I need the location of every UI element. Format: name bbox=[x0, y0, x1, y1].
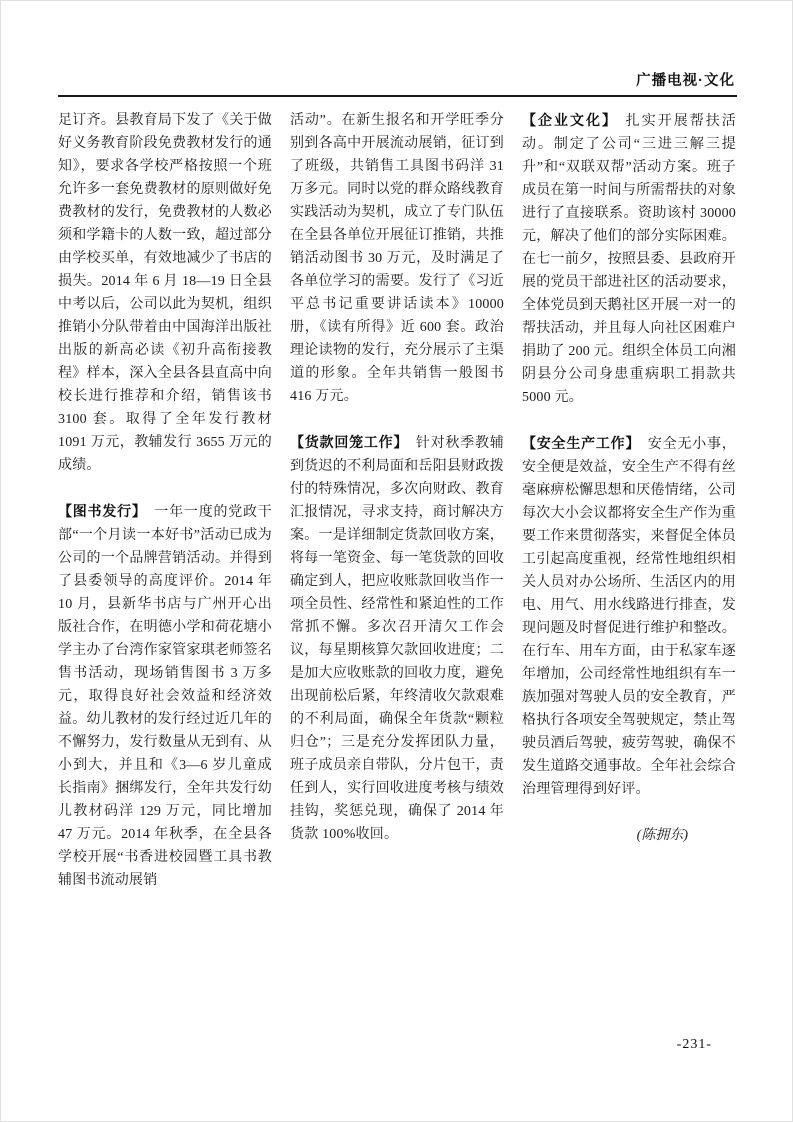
page-number: -231- bbox=[676, 1037, 712, 1052]
section-heading: 【安全生产工作】 bbox=[522, 435, 641, 451]
header-rule bbox=[58, 95, 737, 97]
article-columns bbox=[58, 109, 738, 892]
section-text: 活动”。在新生报名和开学旺季分别到各高中开展流动展销，征订到了班级，共销售工具图书码洋 31 万多元。同时以党的群众路线教育实践活动为契机，成立了专门队伍在全县各单位开展征订推销，共推销活动图书 30 万元，及时满足了各单位学习的需要。发行了《习近平总书记重要讲话读本》10000 册，《读有所得》近 600 套。政治理论读物的发行，充分展示了主渠道的形象。全年共销售一般图书 416 万元。 bbox=[290, 113, 504, 404]
section-text: 针对秋季教辅到货迟的不利局面和岳阳县财政拨付的特殊情况，多次向财政、教育汇报情况，寻求支持，商讨解决方案。一是详细制定货款回收方案，将每一笔资金、每一笔货款的回收确定到人，把应收账款回收当作一项全员性、经常性和紧迫性的工作常抓不懈。多次召开清欠工作会议，每星期核算欠款回收进度；二是加大应收账款的回收力度，避免出现前松后紧，年终清收欠款艰难的不利局面，确保全年货款“颗粒归仓”；三是充分发挥团队力量，班子成员亲自带队，分片包干，责任到人，实行回收进度考核与绩效挂钩，奖惩兑现，确保了 2014 年货款 100%收回。 bbox=[290, 436, 504, 842]
section-heading: 【企业文化】 bbox=[522, 112, 619, 128]
column-3 bbox=[522, 109, 736, 892]
page-header-category: 广播电视·文化 bbox=[636, 73, 735, 89]
section-text: 一年一度的党政干部“一个月读一本好书”活动已成为公司的一个品牌营销活动。并得到了县委领导的高度评价。2014 年 10 月，县新华书店与广州开心出版社合作，在明德小学和荷花塘小学主办了台湾作家管家琪老师签名售书活动，现场销售图书 3 万多元，取得良好社会效益和经济效益。幼儿教材的发行经过近几年的不懈努力，发行数量从无到有、从小到大，并且和《3—6 岁儿童成长指南》捆绑发行，全年共发行幼儿教材码洋 129 万元，同比增加 47 万元。2014 年秋季，在全县各学校开展“书香进校园暨工具书教辅图书流动展销 bbox=[58, 505, 272, 888]
paragraph-corporate-culture bbox=[522, 109, 736, 409]
paragraph-continuation bbox=[58, 109, 272, 477]
section-text: 安全无小事，安全便是效益，安全生产不得有丝毫麻痹松懈思想和厌倦情绪，公司每次大小会议都将安全生产作为重要工作来贯彻落实，来督促全体员工引起高度重视，经常性地组织相关人员对办公场所、生活区内的用电、用气、用水线路进行排查，发现问题及时督促进行维护和整改。在行车、用车方面，由于私家车逐年增加，公司经常性地组织有车一族加强对驾驶人员的安全教育，严格执行各项安全驾驶规定，禁止驾驶员酒后驾驶，疲劳驾驶，确保不发生道路交通事故。全年社会综合治理管理得到好评。 bbox=[522, 437, 736, 797]
paragraph-book-distribution bbox=[58, 500, 272, 892]
section-heading: 【图书发行】 bbox=[58, 503, 147, 519]
column-2 bbox=[290, 109, 504, 892]
author-attribution: (陈拥东) bbox=[636, 828, 688, 843]
paragraph-production-safety bbox=[522, 432, 736, 801]
section-text: 足订齐。县教育局下发了《关于做好义务教育阶段免费教材发行的通知》，要求各学校严格按照一个班允许多一套免费教材的原则做好免费教材的发行，免费教材的人数必须和学籍卡的人数一致，超过部分由学校买单，有效地减少了书店的损失。2014 年 6 月 18—19 日全县中考以后，公司以此为契机，组织推销小分队带着由中国海洋出版社出版的新高必读《初升高衔接教程》样本，深入全县各县直高中向校长进行推荐和介绍，销售该书 3100 套。取得了全年发行教材 1091 万元，教辅发行 3655 万元的成绩。 bbox=[58, 113, 272, 473]
paragraph-continuation bbox=[290, 109, 504, 408]
column-1 bbox=[58, 109, 272, 892]
section-heading: 【货款回笼工作】 bbox=[290, 434, 409, 450]
paragraph-payment-collection bbox=[290, 431, 504, 846]
section-text: 扎实开展帮扶活动。制定了公司“三进三解三提升”和“双联双帮”活动方案。班子成员在第一时间与所需帮扶的对象进行了直接联系。资助该村 30000 元，解决了他们的部分实际困难。在七一前夕，按照县委、县政府开展的党员干部进社区的活动要求，全体党员到天鹅社区开展一对一的帮扶活动，并且每人向社区困难户捐助了 200 元。组织全体员工向湘阴县分公司身患重病职工捐款共 5000 元。 bbox=[522, 114, 737, 405]
